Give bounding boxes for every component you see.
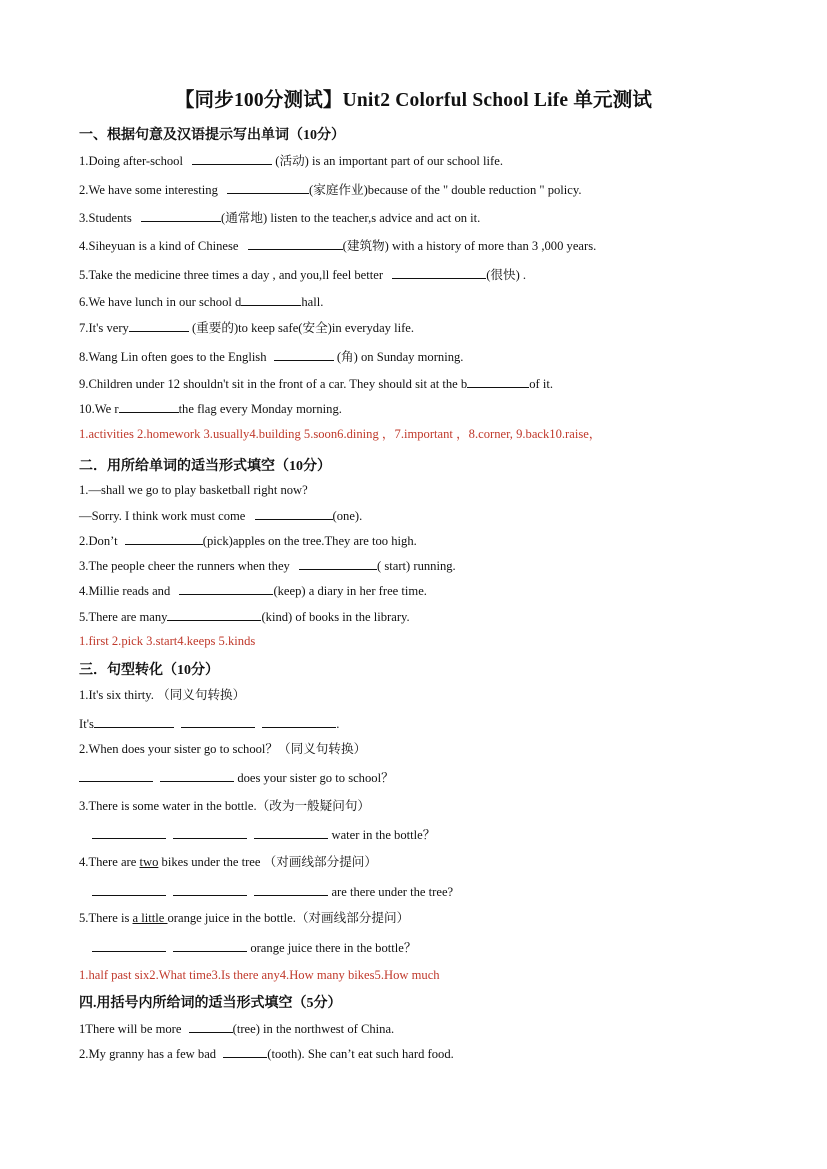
answer-blank[interactable] xyxy=(189,1020,233,1033)
s1-question-3 xyxy=(79,209,480,226)
answer-blank[interactable] xyxy=(254,826,328,839)
s3-question-5 xyxy=(79,910,409,926)
s1-q5-text-b: (很快) . xyxy=(486,268,527,282)
s3-a3-text: water in the bottle？ xyxy=(331,828,436,842)
s4-q1-text-a: 1There will be more xyxy=(79,1022,182,1036)
s2-question-1: 1.—shall we go to play basketball right now? xyxy=(79,483,308,497)
s2-q3-text-a: 3.The people cheer the runners when they xyxy=(79,559,290,573)
s3-a1-text-b: . xyxy=(336,717,340,731)
section-3-heading: 三．句型转化（10分） xyxy=(79,663,219,678)
answer-blank[interactable] xyxy=(241,293,301,306)
s2-question-4 xyxy=(79,582,427,599)
answer-blank[interactable] xyxy=(467,375,529,388)
answer-blank[interactable] xyxy=(92,939,166,952)
s1-question-2 xyxy=(79,181,582,198)
answer-blank[interactable] xyxy=(262,715,336,728)
s2-q2-text-b: (pick)apples on the tree.They are too high. xyxy=(202,534,417,548)
answer-blank[interactable] xyxy=(173,883,247,896)
s2-q4-text-a: 4.Millie reads and xyxy=(79,584,171,598)
s1-question-10 xyxy=(79,400,342,417)
s2-q4-text-b: (keep) a diary in her free time. xyxy=(273,584,427,598)
s4-q2-text-a: 2.My granny has a few bad xyxy=(79,1047,217,1061)
s2-answer-key: 1.first 2.pick 3.start4.keeps 5.kinds xyxy=(79,634,256,648)
s3-q4-text-b: bikes under the tree （对画线部分提问） xyxy=(158,855,377,869)
s1-q1-text-b: (活动) is an important part of our school life. xyxy=(275,154,503,168)
s2-question-5 xyxy=(79,608,410,625)
s3-a4-text: are there under the tree? xyxy=(331,885,454,899)
s1-question-7 xyxy=(79,319,414,336)
s3-q5-text-a: 5.There is xyxy=(79,911,133,925)
s4-question-2 xyxy=(79,1045,454,1062)
s1-question-6 xyxy=(79,293,323,310)
answer-blank[interactable] xyxy=(94,715,174,728)
s3-a5-text: orange juice there in the bottle？ xyxy=(250,941,417,955)
s2-q2-text-a: 2.Don’t xyxy=(79,534,118,548)
s2-q3-text-b: ( start) running. xyxy=(377,559,456,573)
s1-q7-text-a: 7.It's very xyxy=(79,321,129,335)
s1-q7-text-b: (重要的)to keep safe(安全)in everyday life. xyxy=(188,321,415,335)
answer-blank[interactable] xyxy=(192,152,272,165)
page-title: 【同步100分测试】Unit2 Colorful School Life 单元测试 xyxy=(174,90,653,111)
s1-question-9 xyxy=(79,375,553,392)
s1-q9-text-a: 9.Children under 12 shouldn't sit in the front of a car. They should sit at the b xyxy=(79,377,468,391)
section-4-heading: 四.用括号内所给词的适当形式填空（5分） xyxy=(79,996,342,1011)
answer-blank[interactable] xyxy=(173,826,247,839)
s3-question-2: 2.When does your sister go to school？（同义句转换） xyxy=(79,742,367,756)
s1-q8-text-b: (角) on Sunday morning. xyxy=(333,350,464,364)
s2-q5-text-a: 5.There are many xyxy=(79,610,168,624)
answer-blank[interactable] xyxy=(92,883,166,896)
answer-blank[interactable] xyxy=(79,769,153,782)
s3-answer-line-3 xyxy=(92,826,435,843)
answer-blank[interactable] xyxy=(255,507,333,520)
answer-blank[interactable] xyxy=(392,266,486,279)
s1-q2-text-a: 2.We have some interesting xyxy=(79,183,218,197)
s1-answer-key: 1.activities 2.homework 3.usually4.building 5.soon6.dining ，7.important ，8.corner, 9.back10.raise， xyxy=(79,427,602,441)
s1-q6-text-b: hall. xyxy=(301,295,324,309)
answer-blank[interactable] xyxy=(160,769,234,782)
s3-answer-key: 1.half past six2.What time3.Is there any4.How many bikes5.How much xyxy=(79,968,440,982)
answer-blank[interactable] xyxy=(223,1045,267,1058)
answer-blank[interactable] xyxy=(125,532,203,545)
s2-question-3 xyxy=(79,557,456,574)
answer-blank[interactable] xyxy=(173,939,247,952)
s3-answer-line-4 xyxy=(92,883,453,900)
s3-q4-text-a: 4.There are xyxy=(79,855,140,869)
s2-q5-text-b: (kind) of books in the library. xyxy=(261,610,410,624)
answer-blank[interactable] xyxy=(181,715,255,728)
s2-question-2 xyxy=(79,532,417,549)
s1-question-5 xyxy=(79,266,526,283)
s1-q3-text-a: 3.Students xyxy=(79,211,132,225)
s2-question-1-reply xyxy=(79,507,362,524)
s2-q1-text-b: (one). xyxy=(332,509,363,523)
s1-q8-text-a: 8.Wang Lin often goes to the English xyxy=(79,350,267,364)
s1-q10-text-b: the flag every Monday morning. xyxy=(178,402,342,416)
s3-question-4 xyxy=(79,854,377,870)
s1-q9-text-b: of it. xyxy=(529,377,553,391)
s3-q4-underlined-word: two xyxy=(139,855,159,869)
s1-q3-text-b: (通常地) listen to the teacher,s advice and act on it. xyxy=(221,211,481,225)
answer-blank[interactable] xyxy=(274,348,334,361)
s1-question-4 xyxy=(79,237,596,254)
s1-q10-text-a: 10.We r xyxy=(79,402,119,416)
s1-q4-text-a: 4.Siheyuan is a kind of Chinese xyxy=(79,239,239,253)
s4-q1-text-b: (tree) in the northwest of China. xyxy=(232,1022,395,1036)
s3-answer-line-5 xyxy=(92,939,416,956)
s3-question-3: 3.There is some water in the bottle.（改为一般疑问句） xyxy=(79,799,371,813)
answer-blank[interactable] xyxy=(248,237,343,250)
s3-answer-line-2 xyxy=(79,769,394,786)
s1-q4-text-b: (建筑物) with a history of more than 3 ,000 years. xyxy=(342,239,597,253)
s1-question-1 xyxy=(79,152,503,169)
s3-q5-text-b: orange juice in the bottle.（对画线部分提问） xyxy=(167,911,410,925)
answer-blank[interactable] xyxy=(227,181,309,194)
answer-blank[interactable] xyxy=(254,883,328,896)
answer-blank[interactable] xyxy=(141,209,221,222)
answer-blank[interactable] xyxy=(119,400,179,413)
s3-answer-line-1 xyxy=(79,715,339,732)
answer-blank[interactable] xyxy=(179,582,273,595)
section-1-heading: 一、根据句意及汉语提示写出单词（10分） xyxy=(79,128,345,143)
answer-blank[interactable] xyxy=(92,826,166,839)
s1-question-8 xyxy=(79,348,463,365)
s1-q1-text-a: 1.Doing after-school xyxy=(79,154,183,168)
s1-q5-text-a: 5.Take the medicine three times a day , and you,ll feel better xyxy=(79,268,384,282)
s1-q6-text-a: 6.We have lunch in our school d xyxy=(79,295,242,309)
s4-question-1 xyxy=(79,1020,394,1037)
s3-a2-text: does your sister go to school？ xyxy=(237,771,394,785)
answer-blank[interactable] xyxy=(299,557,377,570)
answer-blank[interactable] xyxy=(129,319,189,332)
s2-q1-text-a: —Sorry. I think work must come xyxy=(79,509,246,523)
s3-question-1: 1.It's six thirty. （同义句转换） xyxy=(79,688,246,702)
s3-q5-underlined-word: a little xyxy=(132,911,168,925)
section-2-heading: 二．用所给单词的适当形式填空（10分） xyxy=(79,459,331,474)
s3-a1-text-a: It's xyxy=(79,717,94,731)
s4-q2-text-b: (tooth). She can’t eat such hard food. xyxy=(267,1047,454,1061)
s1-q2-text-b: (家庭作业)because of the " double reduction " policy. xyxy=(309,183,582,197)
answer-blank[interactable] xyxy=(167,608,261,621)
